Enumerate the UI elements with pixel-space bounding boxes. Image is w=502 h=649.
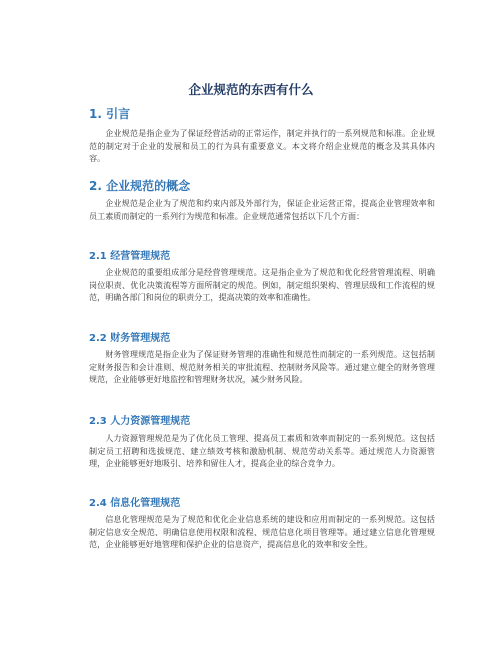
section-paragraph-intro: 企业规范是指企业为了保证经营活动的正常运作，制定并执行的一系列规范和标准。企业规范的制定对于企业的发展和员工的行为具有重要意义。本文将介绍企业规范的概念及其具体内容。 — [89, 128, 435, 164]
subsection-heading-operations: 2.1 经营管理规范 — [89, 251, 171, 262]
subsection-heading-finance: 2.2 财务管理规范 — [89, 333, 171, 344]
section-paragraph-concept: 企业规范是企业为了规范和约束内部及外部行为，保证企业运营正常，提高企业管理效率和员工素质而制定的一系列行为规范和标准。企业规范通常包括以下几个方面： — [89, 198, 435, 221]
section-heading-concept: 2. 企业规范的概念 — [89, 179, 191, 193]
document-title: 企业规范的东西有什么 — [188, 82, 314, 97]
section-heading-intro: 1. 引言 — [89, 107, 131, 121]
subsection-heading-hr: 2.3 人力资源管理规范 — [89, 416, 191, 427]
subsection-heading-it: 2.4 信息化管理规范 — [89, 498, 181, 509]
subsection-paragraph-hr: 人力资源管理规范是为了优化员工管理、提高员工素质和效率而制定的一系列规范。这包括制定员工招聘和选拔规范、建立绩效考核和激励机制、规范劳动关系等。通过规范人力资源管理，企业能够更好地吸引、培养和留住人才，提高企业的综合竞争力。 — [89, 433, 435, 469]
subsection-paragraph-finance: 财务管理规范是指企业为了保证财务管理的准确性和规范性而制定的一系列规范。这包括制定财务报告和会计准则、规范财务相关的审批流程、控制财务风险等。通过建立健全的财务管理规范，企业能够更好地监控和管理财务状况，减少财务风险。 — [89, 349, 435, 385]
subsection-paragraph-operations: 企业规范的重要组成部分是经营管理规范。这是指企业为了规范和优化经营管理流程、明确岗位职责、优化决策流程等方面所制定的规范。例如，制定组织架构、管理层级和工作流程的规范，明确各部门和岗位的职责分工，提高决策的效率和准确性。 — [89, 267, 435, 303]
subsection-paragraph-it: 信息化管理规范是为了规范和优化企业信息系统的建设和应用而制定的一系列规范。这包括制定信息安全规范、明确信息使用权限和流程、规范信息化项目管理等。通过建立信息化管理规范，企业能够更好地管理和保护企业的信息资产，提高信息化的效率和安全性。 — [89, 514, 435, 550]
